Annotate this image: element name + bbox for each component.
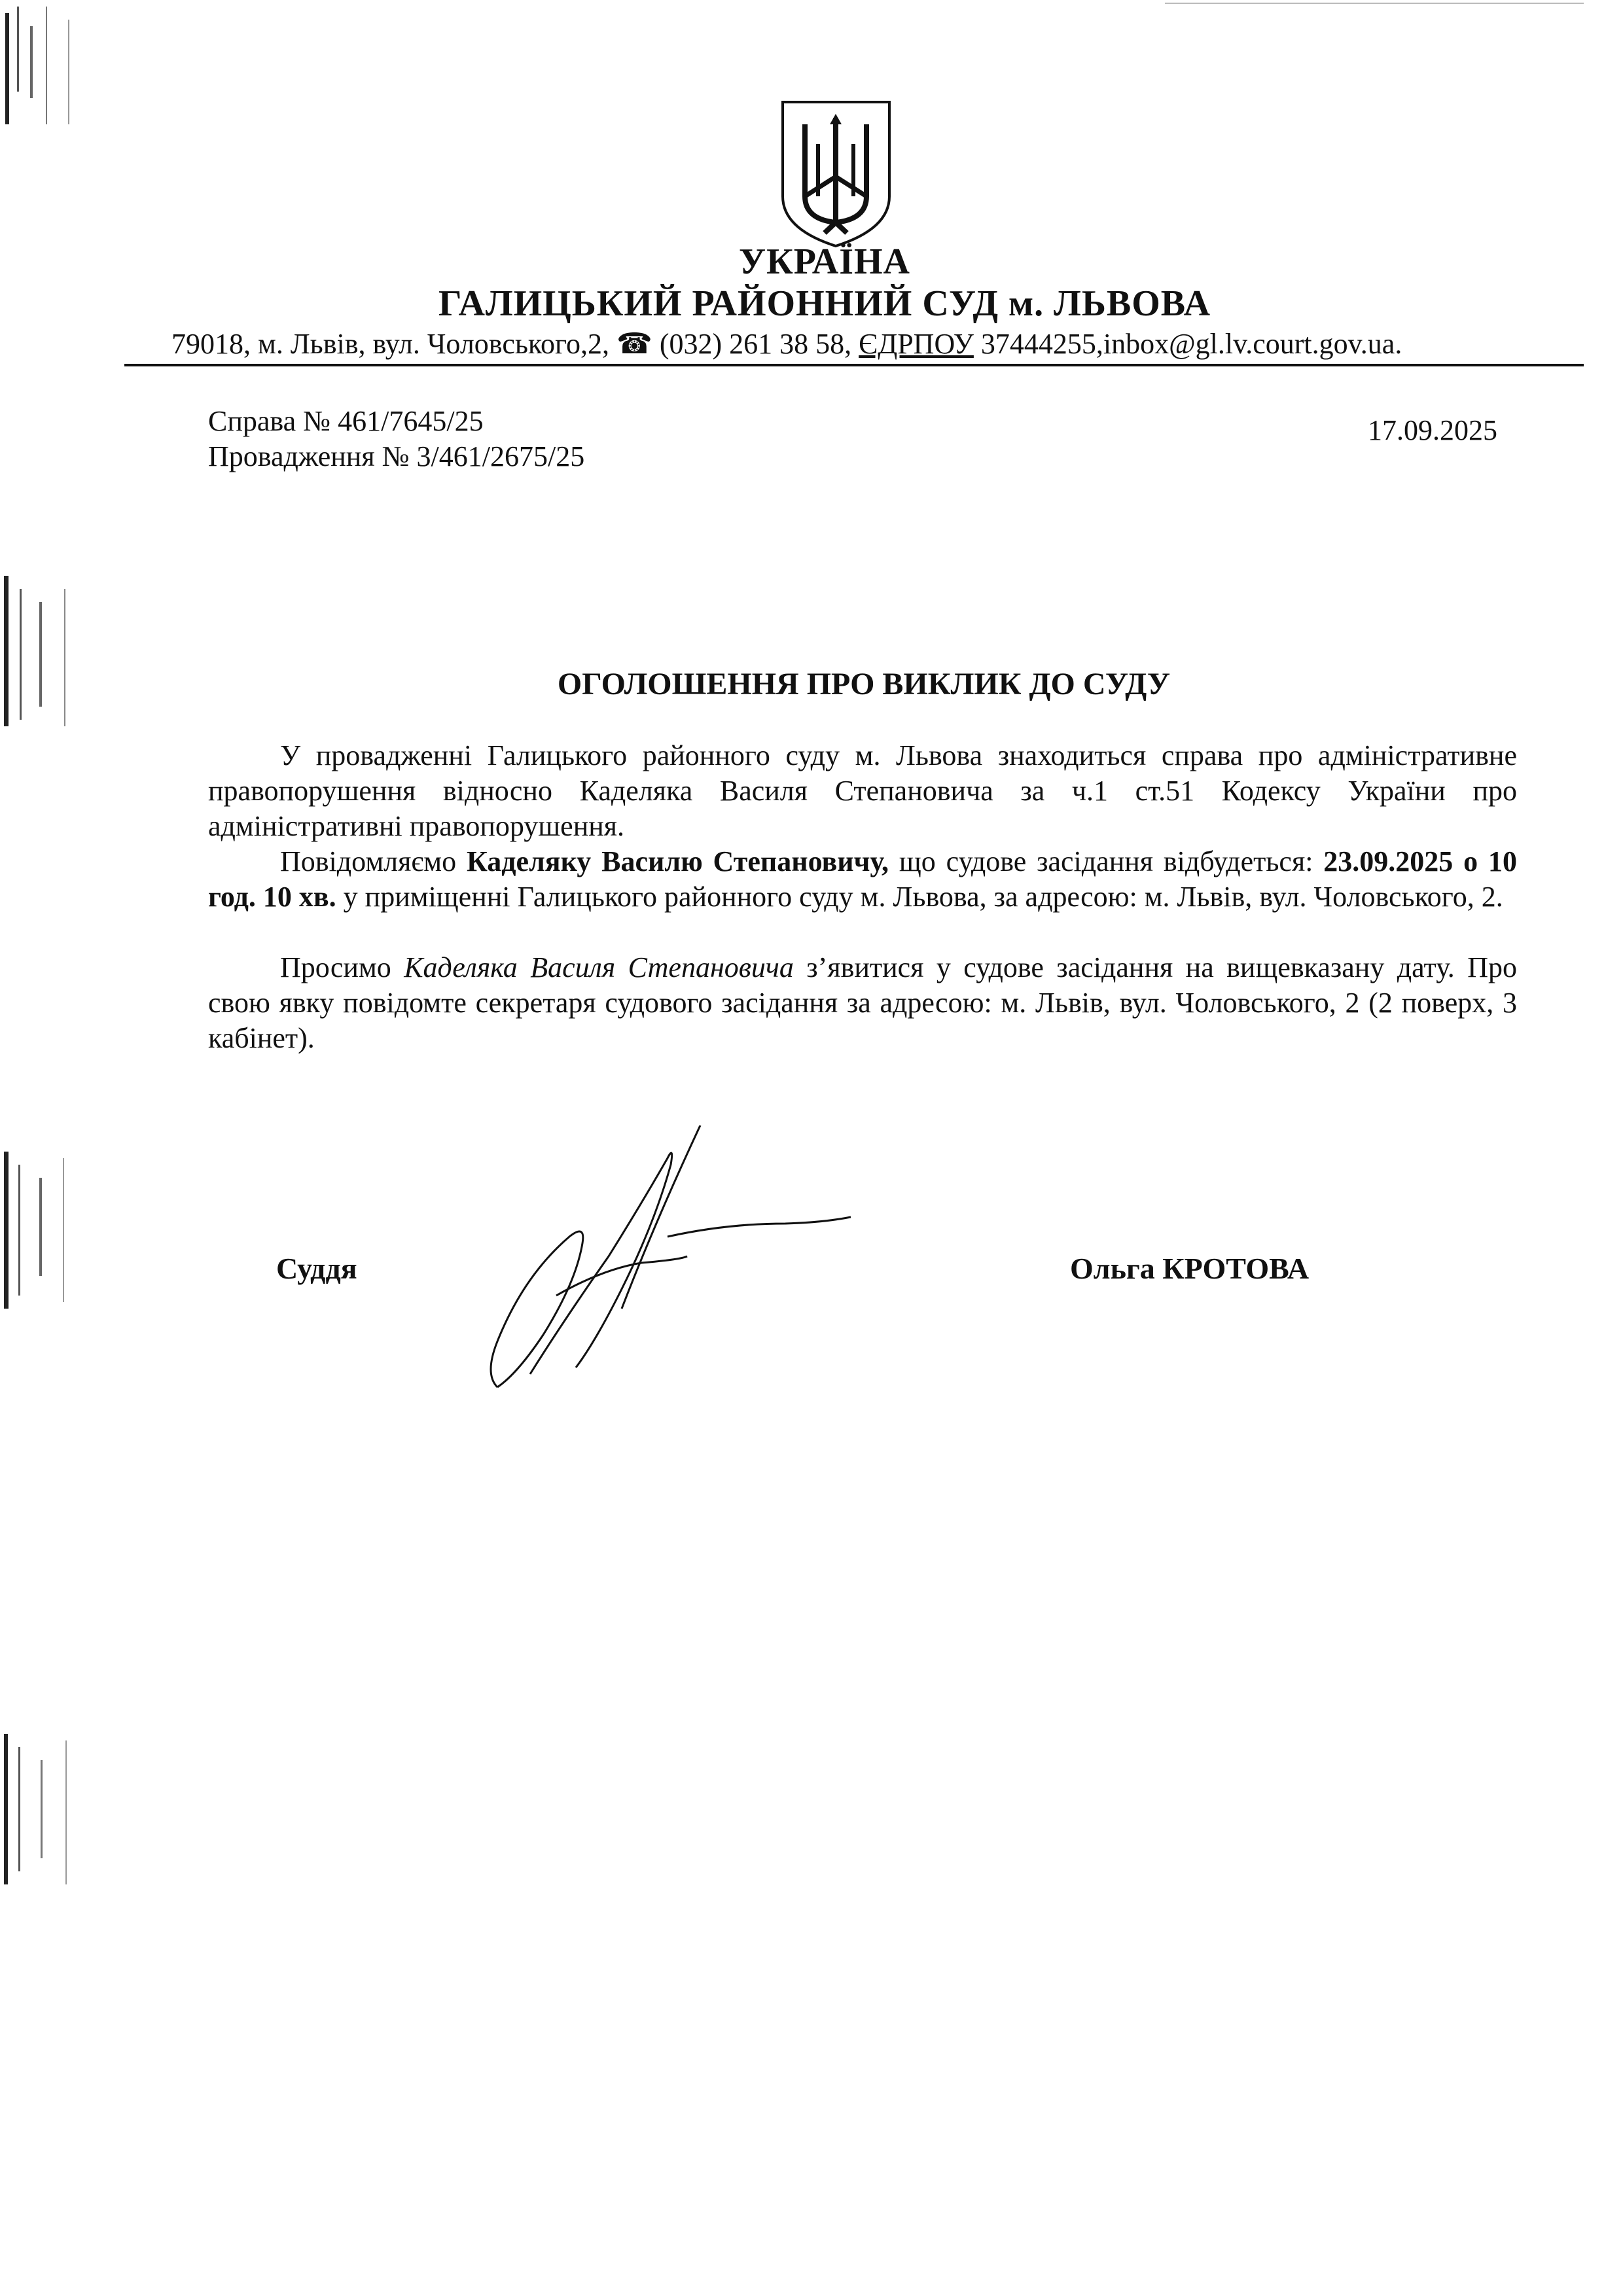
paragraph-2-mid: що судове засідання відбудеться: <box>889 845 1324 877</box>
paragraph-hearing-notice <box>208 844 1517 915</box>
case-number: Справа № 461/7645/25 <box>208 405 484 437</box>
edrpou-label: ЄДРПОУ <box>859 328 974 360</box>
judge-name: Ольга КРОТОВА <box>1070 1252 1310 1285</box>
edrpou-and-email: 37444255,inbox@gl.lv.court.gov.ua. <box>980 328 1402 360</box>
country-title: УКРАЇНА <box>739 241 910 282</box>
defendant-name-bold: Каделяку Василю Степановичу, <box>466 845 889 877</box>
defendant-name-italic: Каделяка Василя Степановича <box>404 951 794 983</box>
paragraph-2-end: у приміщенні Галицького районного суду м. Львова, за адресою: м. Львів, вул. Чоловського, 2. <box>336 881 1503 913</box>
telephone-icon: ☎ <box>616 328 652 360</box>
paragraph-1-text: У провадженні Галицького районного суду м. Львова знаходиться справа про адміністративне правопорушення відносно Каделяка Василя Степановича за ч.1 ст.51 Кодексу України про адміністративні правопорушення. <box>208 739 1517 842</box>
document-date: 17.09.2025 <box>1368 414 1497 446</box>
paragraph-appearance-request <box>208 950 1517 1056</box>
hearing-datetime: 23.09.2025 о 10 год. 10 хв. <box>208 845 1518 913</box>
coat-of-arms-icon <box>779 98 893 249</box>
paragraph-3-start: Просимо <box>280 951 404 983</box>
paragraph-3-end: з’явитися у судове засідання на вищевказану дату. Про свою явку повідомте секретаря судового засідання за адресою: м. Львів, вул. Чоловського, 2 (2 поверх, 3 кабінет). <box>208 951 1517 1054</box>
scan-artifact-top-line <box>1165 3 1584 4</box>
court-phone: (032) 261 38 58, <box>659 328 852 360</box>
proceeding-number: Провадження № 3/461/2675/25 <box>208 440 585 472</box>
court-contacts <box>171 327 1402 361</box>
court-title: ГАЛИЦЬКИЙ РАЙОННИЙ СУД м. ЛЬВОВА <box>438 283 1211 324</box>
court-address: 79018, м. Львів, вул. Чоловського,2, <box>171 328 610 360</box>
handwritten-signature <box>471 1125 877 1400</box>
header-divider <box>124 364 1584 366</box>
paragraph-2-start: Повідомляємо <box>280 845 467 877</box>
judge-role: Суддя <box>276 1252 357 1285</box>
paragraph-case-info <box>208 738 1517 844</box>
document-title: ОГОЛОШЕННЯ ПРО ВИКЛИК ДО СУДУ <box>557 667 1171 701</box>
